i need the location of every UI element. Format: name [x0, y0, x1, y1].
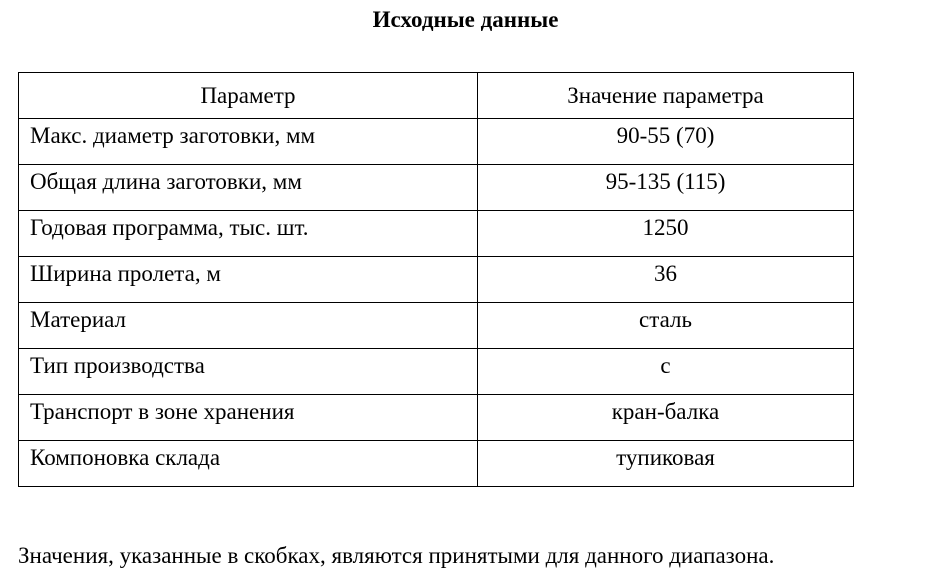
value-cell: кран-балка: [478, 395, 854, 441]
parameter-cell: Тип производства: [19, 349, 478, 395]
table-header-row: [19, 73, 854, 119]
table-row: [19, 395, 854, 441]
value-cell: 90-55 (70): [478, 119, 854, 165]
parameter-cell: Общая длина заготовки, мм: [19, 165, 478, 211]
parameters-table: [18, 72, 854, 487]
column-header-parameter: Параметр: [19, 73, 478, 119]
document-title: Исходные данные: [372, 7, 559, 32]
value-cell: 95-135 (115): [478, 165, 854, 211]
value-cell: тупиковая: [478, 441, 854, 487]
table-row: [19, 441, 854, 487]
footnote: Значения, указанные в скобках, являются принятыми для данного диапазона.: [18, 543, 775, 568]
table-row: [19, 165, 854, 211]
table-row: [19, 303, 854, 349]
table-row: [19, 349, 854, 395]
column-header-value: Значение параметра: [478, 73, 854, 119]
parameter-cell: Макс. диаметр заготовки, мм: [19, 119, 478, 165]
value-cell: 1250: [478, 211, 854, 257]
value-cell: сталь: [478, 303, 854, 349]
table-row: [19, 257, 854, 303]
table-row: [19, 211, 854, 257]
parameter-cell: Материал: [19, 303, 478, 349]
parameter-cell: Транспорт в зоне хранения: [19, 395, 478, 441]
table-row: [19, 119, 854, 165]
parameter-cell: Ширина пролета, м: [19, 257, 478, 303]
parameter-cell: Компоновка склада: [19, 441, 478, 487]
parameter-cell: Годовая программа, тыс. шт.: [19, 211, 478, 257]
value-cell: 36: [478, 257, 854, 303]
value-cell: с: [478, 349, 854, 395]
